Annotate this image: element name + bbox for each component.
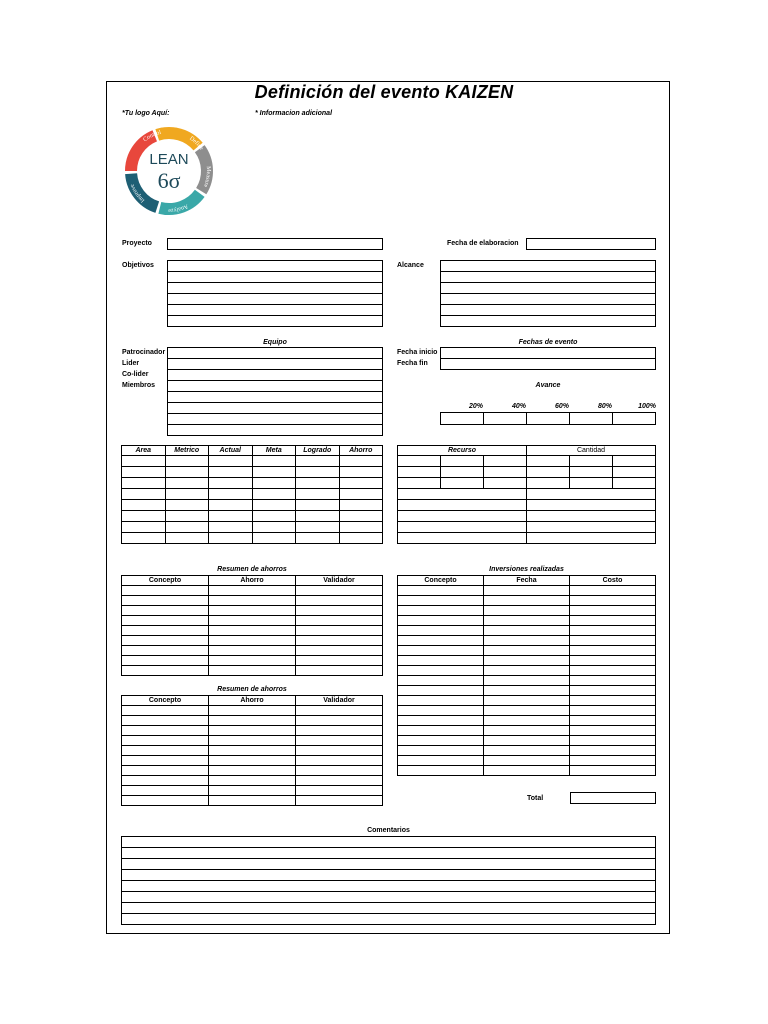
page-title: Definición del evento KAIZEN: [254, 82, 514, 102]
inversiones-header: Concepto: [398, 576, 484, 586]
avance-100: 100%: [638, 403, 656, 410]
label-objetivos: Objetivos: [122, 262, 154, 269]
logo-hint: *Tu logo Aquí:: [122, 110, 170, 117]
resumen2-header: Ahorro: [209, 696, 296, 706]
metricas-header: Metrico: [165, 446, 209, 456]
resumen2-title: Resumen de ahorros: [217, 686, 287, 693]
role-colider: Co-lider: [122, 371, 149, 378]
resumen1-header: Concepto: [122, 576, 209, 586]
resumen2-table[interactable]: [121, 695, 383, 806]
fechas-title: Fechas de evento: [518, 339, 578, 346]
info-hint: * Informacion adicional: [255, 110, 333, 117]
avance-80: 80%: [597, 403, 612, 410]
label-fecha-inicio: Fecha inicio: [397, 349, 438, 356]
label-total: Total: [527, 795, 544, 802]
avance-bar[interactable]: [440, 412, 656, 425]
avance-20: 20%: [468, 403, 483, 410]
inversiones-title: Inversiones realizadas: [489, 566, 564, 573]
metricas-header: Actual: [209, 446, 253, 456]
fechas-lines[interactable]: [440, 347, 656, 370]
fecha-elaboracion-input[interactable]: [526, 238, 656, 250]
objetivos-lines[interactable]: [167, 260, 383, 327]
equipo-lines[interactable]: [167, 347, 383, 436]
svg-text:Improve: Improve: [129, 183, 147, 204]
inversiones-table[interactable]: [397, 575, 656, 776]
svg-text:Control: Control: [142, 129, 162, 144]
comentarios-lines[interactable]: [121, 836, 656, 925]
total-input[interactable]: [570, 792, 656, 804]
lean-six-sigma-logo: [122, 124, 216, 218]
metricas-header: Logrado: [296, 446, 340, 456]
resumen1-table[interactable]: [121, 575, 383, 676]
logo-brand: LEAN: [149, 151, 189, 168]
resumen2-header: Concepto: [122, 696, 209, 706]
metricas-table[interactable]: [121, 445, 383, 544]
resumen1-header: Validador: [296, 576, 383, 586]
logo-phases: Define: [188, 135, 205, 152]
logo-symbol: 6σ: [157, 168, 181, 193]
role-lider: Lider: [122, 360, 140, 367]
resumen2-header: Validador: [296, 696, 383, 706]
recursos-header: Cantidad: [527, 446, 656, 456]
role-patrocinador: Patrocinador: [122, 349, 166, 356]
equipo-title: Equipo: [263, 339, 287, 346]
svg-text:Analyze: Analyze: [168, 202, 190, 214]
recursos-table[interactable]: [397, 445, 656, 544]
recursos-header: Recurso: [398, 446, 527, 456]
label-fecha-fin: Fecha fin: [397, 360, 428, 367]
avance-title: Avance: [535, 382, 561, 389]
resumen1-header: Ahorro: [209, 576, 296, 586]
metricas-header: Area: [122, 446, 166, 456]
resumen1-title: Resumen de ahorros: [217, 566, 287, 573]
inversiones-header: Costo: [570, 576, 656, 586]
proyecto-input[interactable]: [167, 238, 383, 250]
metricas-header: Ahorro: [339, 446, 383, 456]
avance-60: 60%: [554, 403, 569, 410]
label-fecha-elaboracion: Fecha de elaboracion: [447, 240, 519, 247]
avance-40: 40%: [511, 403, 526, 410]
label-alcance: Alcance: [397, 262, 424, 269]
role-miembros: Miembros: [122, 382, 156, 389]
alcance-lines[interactable]: [440, 260, 656, 327]
label-proyecto: Proyecto: [122, 240, 152, 247]
metricas-header: Meta: [252, 446, 296, 456]
comentarios-title: Comentarios: [367, 827, 410, 834]
inversiones-header: Fecha: [484, 576, 570, 586]
svg-text:Measure: Measure: [201, 166, 212, 188]
